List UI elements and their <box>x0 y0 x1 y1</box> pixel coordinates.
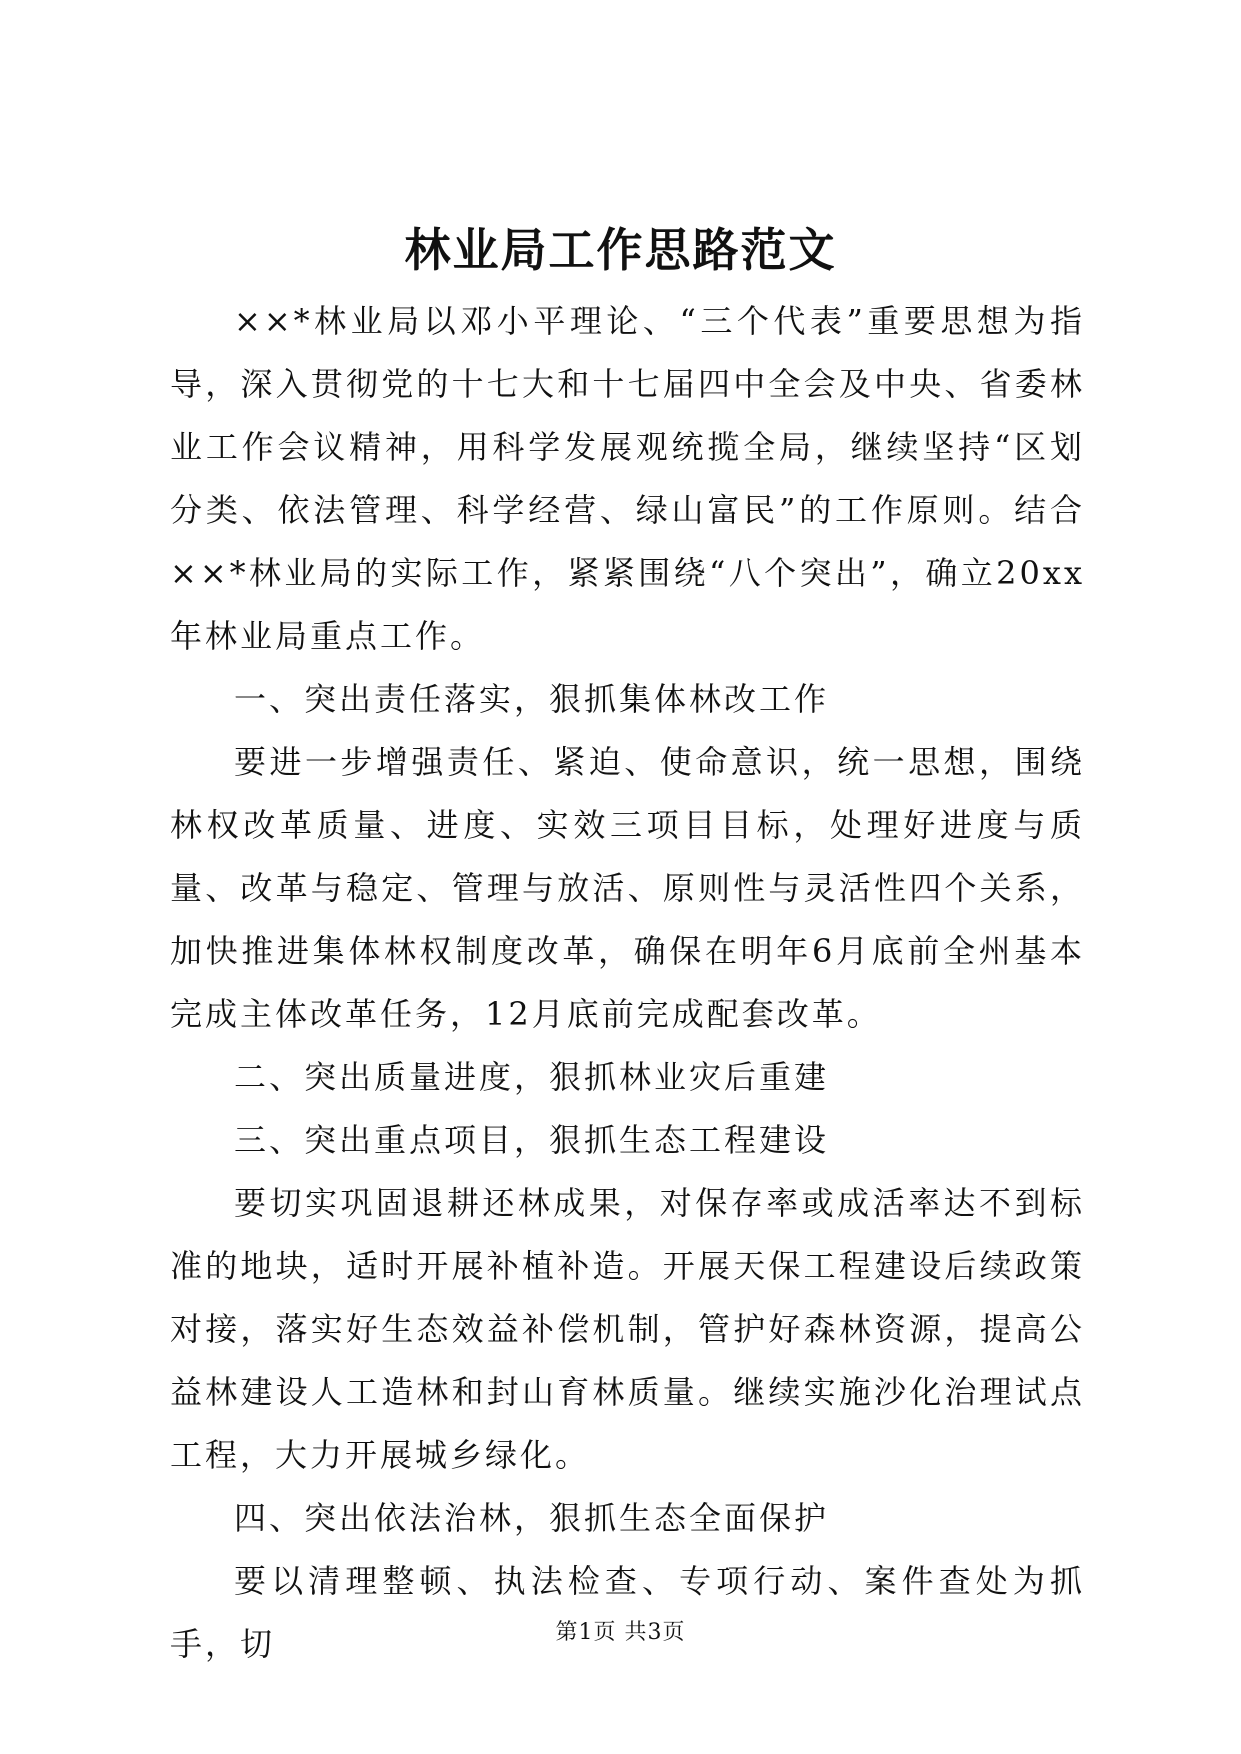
page-number-footer: 第1页 共3页 <box>555 1620 686 1645</box>
intro-paragraph: ××*林业局以邓小平理论、“三个代表”重要思想为指导，深入贯彻党的十七大和十七届四中全会及中央、省委林业工作会议精神，用科学发展观统揽全局，继续坚持“区划分类、依法管理、科学经营、绿山富民”的工作原则。结合××*林业局的实际工作，紧紧围绕“八个突出”，确立20xx年林业局重点工作。 <box>170 302 1085 655</box>
section-heading-2: 二、突出质量进度，狠抓林业灾后重建 <box>234 1058 830 1096</box>
document-body <box>170 290 1085 1676</box>
section-heading-1: 一、突出责任落实，狠抓集体林改工作 <box>234 680 830 718</box>
section-paragraph-4: 要以清理整顿、执法检查、专项行动、案件查处为抓手，切 <box>170 1562 1085 1663</box>
section-heading-3: 三、突出重点项目，狠抓生态工程建设 <box>234 1121 830 1159</box>
section-heading-4: 四、突出依法治林，狠抓生态全面保护 <box>234 1499 830 1537</box>
section-paragraph-1: 要进一步增强责任、紧迫、使命意识，统一思想，围绕林权改革质量、进度、实效三项目目标，处理好进度与质量、改革与稳定、管理与放活、原则性与灵活性四个关系，加快推进集体林权制度改革，确保在明年6月底前全州基本完成主体改革任务，12月底前完成配套改革。 <box>170 743 1085 1033</box>
section-paragraph-3: 要切实巩固退耕还林成果，对保存率或成活率达不到标准的地块，适时开展补植补造。开展天保工程建设后续政策对接，落实好生态效益补偿机制，管护好森林资源，提高公益林建设人工造林和封山育林质量。继续实施沙化治理试点工程，大力开展城乡绿化。 <box>170 1184 1085 1474</box>
document-title: 林业局工作思路范文 <box>404 223 837 277</box>
